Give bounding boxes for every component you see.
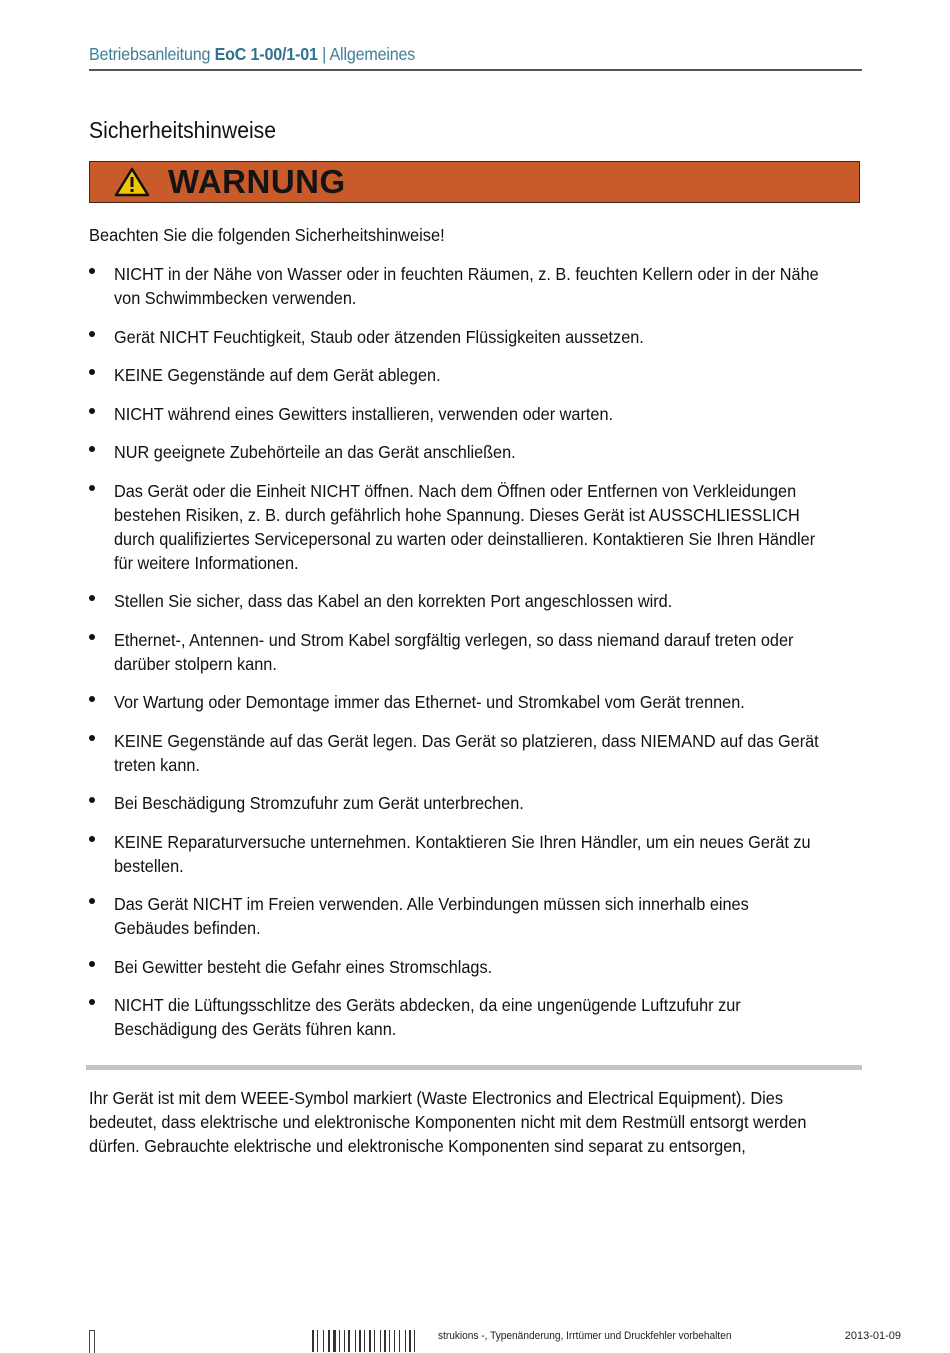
bullet-icon [89, 408, 95, 414]
barcode-icon [312, 1330, 436, 1352]
bullet-icon [89, 485, 95, 491]
header-section: Allgemeines [329, 44, 416, 64]
bullet-icon [89, 446, 95, 452]
list-item-text: NICHT während eines Gewitters installieren, verwenden oder warten. [114, 403, 614, 424]
list-item-text: Ethernet-, Antennen- und Strom Kabel sorgfältig verlegen, so dass niemand darauf treten oder darüber stolpern kann. [114, 629, 794, 674]
intro-text: Beachten Sie die folgenden Sicherheitshinweise! [89, 225, 445, 245]
bullet-icon [89, 268, 95, 274]
warning-banner [89, 161, 860, 203]
header-model: EoC 1-00/1-01 [214, 44, 318, 64]
bullet-icon [89, 898, 95, 904]
page-title: Sicherheitshinweise [89, 117, 277, 143]
warning-triangle-icon [114, 167, 150, 197]
list-item [89, 690, 899, 714]
list-item-text: NUR geeignete Zubehörteile an das Gerät anschließen. [114, 442, 516, 462]
footer-disclaimer: strukions -, Typenänderung, Irrtümer und Druckfehler vorbehalten [438, 1330, 732, 1342]
list-item [89, 729, 899, 777]
list-item [89, 363, 899, 387]
list-item [89, 791, 899, 815]
list-item [89, 830, 899, 878]
list-item [89, 440, 899, 464]
list-item-text: KEINE Reparaturversuche unternehmen. Kontaktieren Sie Ihren Händler, um ein neues Gerät zu bestellen. [114, 831, 811, 876]
list-item-text: Gerät NICHT Feuchtigkeit, Staub oder ätzenden Flüssigkeiten aussetzen. [114, 326, 644, 347]
list-item [89, 589, 899, 613]
list-item [89, 402, 899, 426]
header-prefix: Betriebsanleitung [89, 44, 215, 64]
list-item-text: KEINE Gegenstände auf dem Gerät ablegen. [114, 365, 441, 385]
bullet-icon [89, 999, 95, 1005]
page-number-marker [89, 1330, 95, 1353]
running-header [89, 44, 799, 65]
bullet-icon [89, 369, 95, 375]
list-item [89, 325, 899, 349]
bullet-icon [89, 331, 95, 337]
list-item [89, 479, 899, 575]
list-item [89, 262, 899, 310]
section-divider [86, 1065, 862, 1070]
list-item-text: Das Gerät oder die Einheit NICHT öffnen. Nach dem Öffnen oder Entfernen von Verkleidungen bestehen Risiken, z. B. durch gefährlich hohe Spannung. Dieses Gerät ist AUSSCHLIESSLICH durch qualifiziertes Servicepersonal zu warten oder deinstallieren. Kontaktieren Sie Ihren Händler für weitere Informationen. [114, 480, 816, 573]
list-item-text: KEINE Gegenstände auf das Gerät legen. Das Gerät so platzieren, dass NIEMAND auf das Gerät treten kann. [114, 730, 819, 775]
list-item-text: NICHT in der Nähe von Wasser oder in feuchten Räumen, z. B. feuchten Kellern oder in der Nähe von Schwimmbecken verwenden. [114, 264, 819, 308]
footer-date: 2013-01-09 [844, 1330, 901, 1342]
weee-paragraph: Ihr Gerät ist mit dem WEEE-Symbol markiert (Waste Electronics and Electrical Equipment). Dies bedeutet, dass elektrische und elektronische Komponenten nicht mit dem Restmüll entsorgt werden dürfen. Gebrauchte elektrische und elektronische Komponenten sind separat zu entsorgen, [89, 1088, 807, 1156]
list-item-text: Stellen Sie sicher, dass das Kabel an den korrekten Port angeschlossen wird. [114, 591, 673, 611]
bullet-icon [89, 797, 95, 803]
list-item [89, 993, 899, 1041]
bullet-icon [89, 595, 95, 601]
bullet-icon [89, 634, 95, 640]
bullet-icon [89, 961, 95, 967]
safety-instructions-list [89, 262, 899, 1056]
bullet-icon [89, 735, 95, 741]
list-item-text: Bei Gewitter besteht die Gefahr eines Stromschlags. [114, 956, 493, 977]
list-item [89, 892, 899, 940]
list-item [89, 955, 899, 979]
header-divider [89, 69, 862, 71]
list-item-text: Bei Beschädigung Stromzufuhr zum Gerät unterbrechen. [114, 793, 524, 813]
warning-label: WARNUNG [168, 163, 346, 200]
header-separator: | [317, 44, 330, 64]
bullet-icon [89, 696, 95, 702]
list-item-text: Das Gerät NICHT im Freien verwenden. Alle Verbindungen müssen sich innerhalb eines Gebäudes befinden. [114, 894, 749, 938]
list-item [89, 628, 899, 676]
bullet-icon [89, 836, 95, 842]
list-item-text: NICHT die Lüftungsschlitze des Geräts abdecken, da eine ungenügende Luftzufuhr zur Beschädigung des Geräts führen kann. [114, 995, 741, 1039]
list-item-text: Vor Wartung oder Demontage immer das Ethernet- und Stromkabel vom Gerät trennen. [114, 692, 745, 712]
